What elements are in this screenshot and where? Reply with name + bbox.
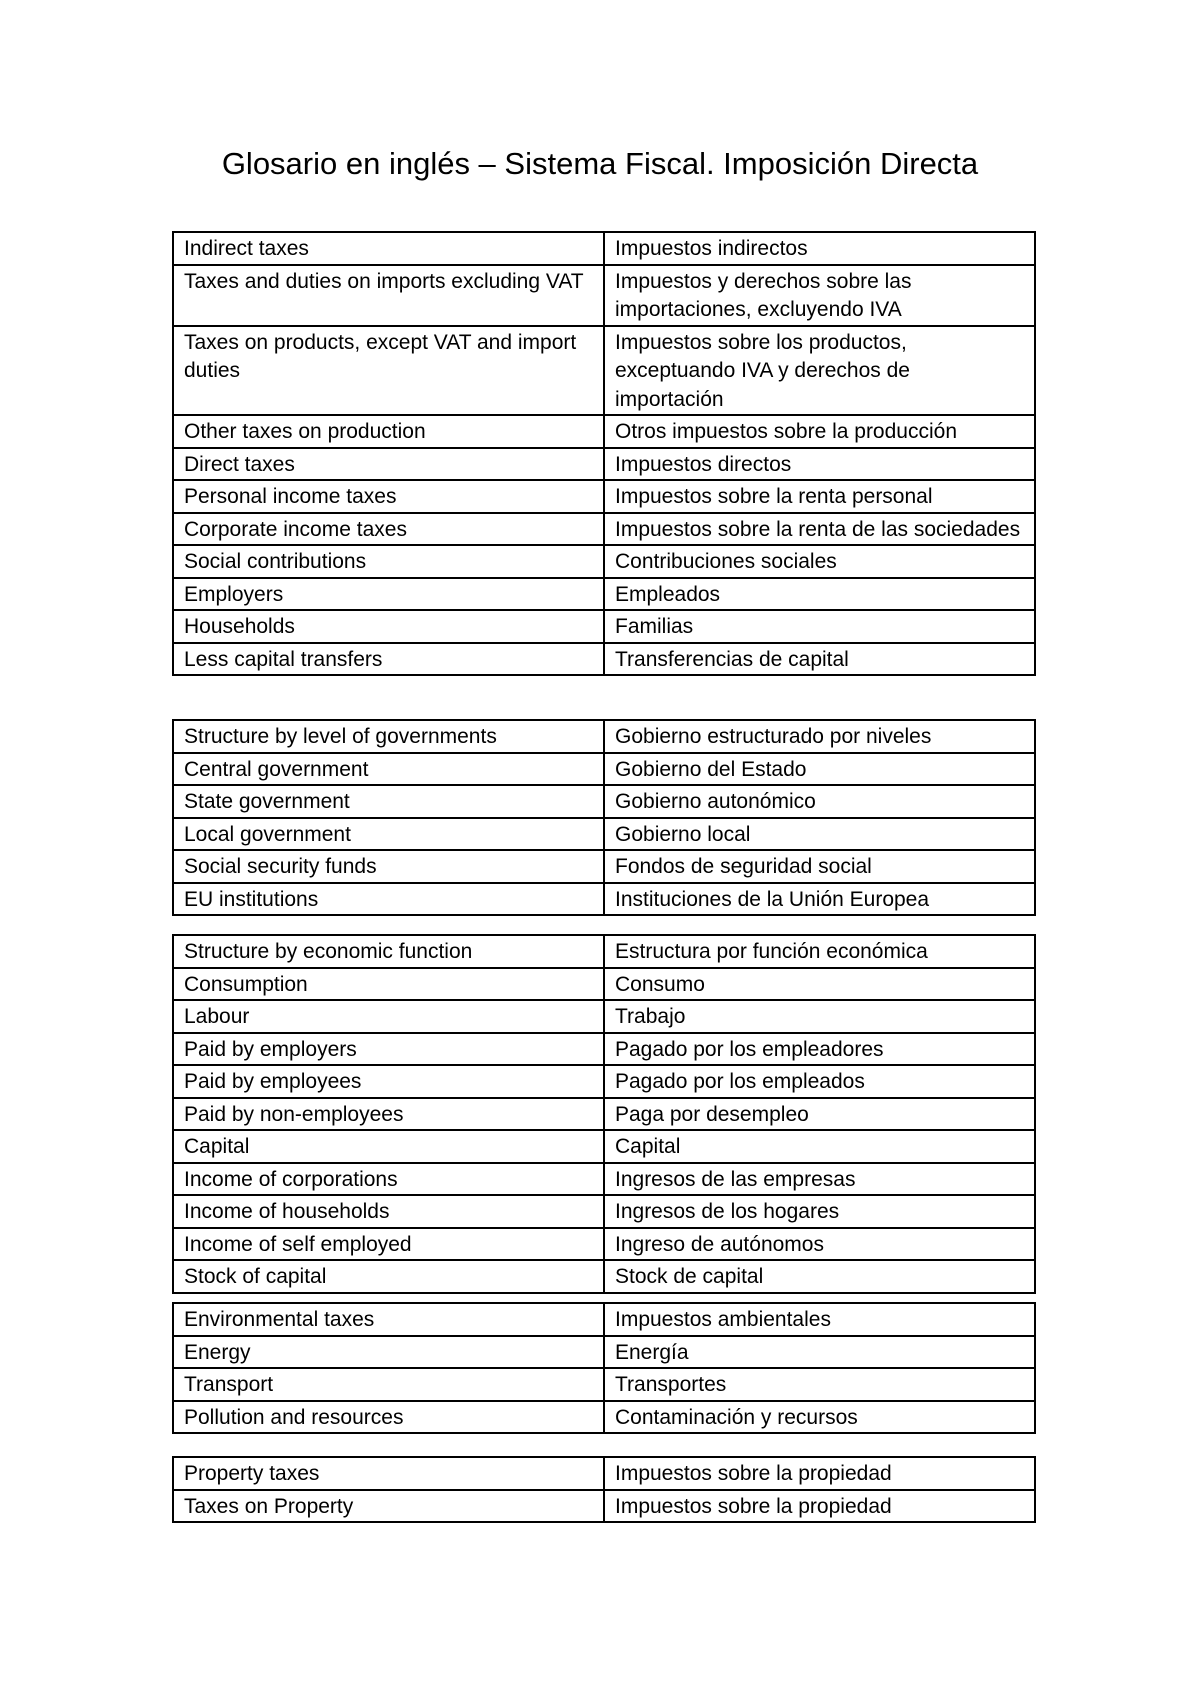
english-term-cell: Social contributions (173, 545, 604, 578)
table-row (173, 883, 1035, 916)
english-term-cell: Social security funds (173, 850, 604, 883)
spanish-term-cell: Capital (604, 1130, 1035, 1163)
spanish-term-cell: Pagado por los empleados (604, 1065, 1035, 1098)
table-row (173, 1401, 1035, 1434)
spanish-term-cell: Impuestos sobre la renta personal (604, 480, 1035, 513)
english-term-cell: Taxes on products, except VAT and import duties (173, 326, 604, 416)
spanish-term-cell: Ingresos de los hogares (604, 1195, 1035, 1228)
spanish-term-cell: Ingresos de las empresas (604, 1163, 1035, 1196)
table-row (173, 326, 1035, 416)
table-row (173, 1336, 1035, 1369)
spanish-term-cell: Impuestos directos (604, 448, 1035, 481)
english-term-cell: Taxes on Property (173, 1490, 604, 1523)
page-title: Glosario en inglés – Sistema Fiscal. Imposición Directa (221, 146, 979, 181)
english-term-cell: Paid by employees (173, 1065, 604, 1098)
spanish-term-cell: Impuestos sobre la propiedad (604, 1457, 1035, 1490)
spanish-term-cell: Pagado por los empleadores (604, 1033, 1035, 1066)
spanish-term-cell: Impuestos y derechos sobre las importaciones, excluyendo IVA (604, 265, 1035, 326)
table-row (173, 1033, 1035, 1066)
table-row (173, 545, 1035, 578)
table-row (173, 1490, 1035, 1523)
english-term-cell: Structure by economic function (173, 935, 604, 968)
english-term-cell: Corporate income taxes (173, 513, 604, 546)
glossary-table-economic-function (172, 934, 1036, 1294)
table-row (173, 785, 1035, 818)
english-term-cell: Less capital transfers (173, 643, 604, 676)
table-row (173, 1195, 1035, 1228)
table-row (173, 480, 1035, 513)
glossary-table-government-levels (172, 719, 1036, 916)
english-term-cell: Income of households (173, 1195, 604, 1228)
english-term-cell: Energy (173, 1336, 604, 1369)
spanish-term-cell: Impuestos sobre la renta de las sociedades (604, 513, 1035, 546)
table-row (173, 1228, 1035, 1261)
table-row (173, 1000, 1035, 1033)
english-term-cell: Structure by level of governments (173, 720, 604, 753)
english-term-cell: Indirect taxes (173, 232, 604, 265)
spanish-term-cell: Paga por desempleo (604, 1098, 1035, 1131)
table-row (173, 935, 1035, 968)
english-term-cell: Property taxes (173, 1457, 604, 1490)
table-row (173, 720, 1035, 753)
spanish-term-cell: Estructura por función económica (604, 935, 1035, 968)
spanish-term-cell: Gobierno estructurado por niveles (604, 720, 1035, 753)
english-term-cell: Transport (173, 1368, 604, 1401)
english-term-cell: Other taxes on production (173, 415, 604, 448)
english-term-cell: Income of self employed (173, 1228, 604, 1261)
table-row (173, 1260, 1035, 1293)
table-row (173, 1163, 1035, 1196)
english-term-cell: Direct taxes (173, 448, 604, 481)
english-term-cell: EU institutions (173, 883, 604, 916)
spanish-term-cell: Consumo (604, 968, 1035, 1001)
spanish-term-cell: Contribuciones sociales (604, 545, 1035, 578)
english-term-cell: Central government (173, 753, 604, 786)
spanish-term-cell: Impuestos sobre la propiedad (604, 1490, 1035, 1523)
spanish-term-cell: Otros impuestos sobre la producción (604, 415, 1035, 448)
english-term-cell: Consumption (173, 968, 604, 1001)
spanish-term-cell: Instituciones de la Unión Europea (604, 883, 1035, 916)
glossary-table-environmental-taxes (172, 1302, 1036, 1434)
spanish-term-cell: Transferencias de capital (604, 643, 1035, 676)
glossary-table-property-taxes (172, 1456, 1036, 1523)
spanish-term-cell: Trabajo (604, 1000, 1035, 1033)
spanish-term-cell: Impuestos sobre los productos, exceptuando IVA y derechos de importación (604, 326, 1035, 416)
table-row (173, 415, 1035, 448)
english-term-cell: Households (173, 610, 604, 643)
english-term-cell: Paid by employers (173, 1033, 604, 1066)
table-row (173, 818, 1035, 851)
spanish-term-cell: Ingreso de autónomos (604, 1228, 1035, 1261)
table-row (173, 850, 1035, 883)
spanish-term-cell: Transportes (604, 1368, 1035, 1401)
table-row (173, 610, 1035, 643)
spanish-term-cell: Gobierno local (604, 818, 1035, 851)
english-term-cell: State government (173, 785, 604, 818)
spanish-term-cell: Contaminación y recursos (604, 1401, 1035, 1434)
table-row (173, 232, 1035, 265)
table-row (173, 1098, 1035, 1131)
table-row (173, 968, 1035, 1001)
table-row (173, 513, 1035, 546)
table-row (173, 578, 1035, 611)
table-row (173, 1065, 1035, 1098)
english-term-cell: Labour (173, 1000, 604, 1033)
glossary-table-indirect-direct-taxes (172, 231, 1036, 676)
english-term-cell: Taxes and duties on imports excluding VAT (173, 265, 604, 326)
english-term-cell: Paid by non-employees (173, 1098, 604, 1131)
spanish-term-cell: Gobierno autonómico (604, 785, 1035, 818)
table-row (173, 643, 1035, 676)
table-row (173, 448, 1035, 481)
table-row (173, 1368, 1035, 1401)
english-term-cell: Pollution and resources (173, 1401, 604, 1434)
english-term-cell: Personal income taxes (173, 480, 604, 513)
english-term-cell: Income of corporations (173, 1163, 604, 1196)
table-row (173, 265, 1035, 326)
spanish-term-cell: Familias (604, 610, 1035, 643)
spanish-term-cell: Fondos de seguridad social (604, 850, 1035, 883)
english-term-cell: Stock of capital (173, 1260, 604, 1293)
english-term-cell: Environmental taxes (173, 1303, 604, 1336)
spanish-term-cell: Stock de capital (604, 1260, 1035, 1293)
table-row (173, 1303, 1035, 1336)
english-term-cell: Employers (173, 578, 604, 611)
spanish-term-cell: Gobierno del Estado (604, 753, 1035, 786)
spanish-term-cell: Energía (604, 1336, 1035, 1369)
english-term-cell: Capital (173, 1130, 604, 1163)
table-row (173, 1130, 1035, 1163)
spanish-term-cell: Empleados (604, 578, 1035, 611)
table-row (173, 1457, 1035, 1490)
spanish-term-cell: Impuestos ambientales (604, 1303, 1035, 1336)
table-row (173, 753, 1035, 786)
spanish-term-cell: Impuestos indirectos (604, 232, 1035, 265)
english-term-cell: Local government (173, 818, 604, 851)
